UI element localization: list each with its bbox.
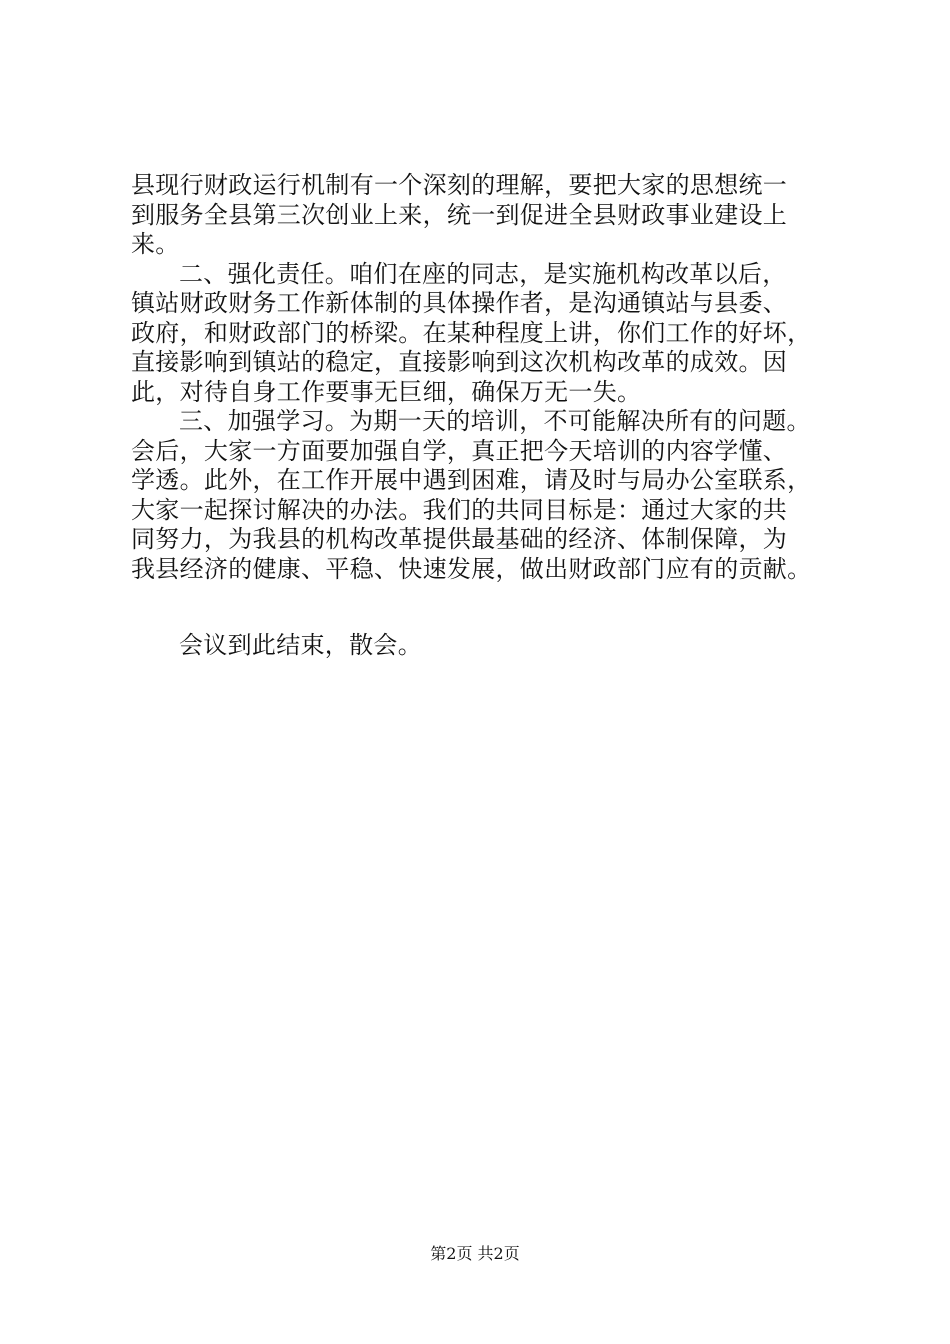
text-line: 来。 <box>131 230 180 258</box>
page-footer: 第2页 共2页 <box>430 1244 520 1263</box>
text-line: 同努力，为我县的机构改革提供最基础的经济、体制保障，为 <box>131 525 788 553</box>
paragraph-start-line: 三、加强学习。为期一天的培训，不可能解决所有的问题。 <box>179 407 811 435</box>
text-line: 政府，和财政部门的桥梁。在某种程度上讲，你们工作的好坏， <box>131 318 812 347</box>
text-line: 县现行财政运行机制有一个深刻的理解，要把大家的思想统一 <box>131 171 788 199</box>
text-line: 大家一起探讨解决的办法。我们的共同目标是：通过大家的共 <box>131 495 788 524</box>
closing-line: 会议到此结束，散会。 <box>179 631 422 659</box>
text-line: 镇站财政财务工作新体制的具体操作者，是沟通镇站与县委、 <box>131 289 788 317</box>
document-body <box>131 171 851 584</box>
text-line: 会后，大家一方面要加强自学，真正把今天培训的内容学懂、 <box>131 436 788 465</box>
text-line: 我县经济的健康、平稳、快速发展，做出财政部门应有的贡献。 <box>131 554 812 583</box>
paragraph-start-line: 二、强化责任。咱们在座的同志，是实施机构改革以后， <box>179 259 787 288</box>
text-line: 学透。此外，在工作开展中遇到困难，请及时与局办公室联系， <box>131 466 812 494</box>
text-line: 直接影响到镇站的稳定，直接影响到这次机构改革的成效。因 <box>131 348 788 376</box>
text-line: 到服务全县第三次创业上来，统一到促进全县财政事业建设上 <box>131 200 788 229</box>
text-line: 此，对待自身工作要事无巨细，确保万无一失。 <box>131 377 642 406</box>
